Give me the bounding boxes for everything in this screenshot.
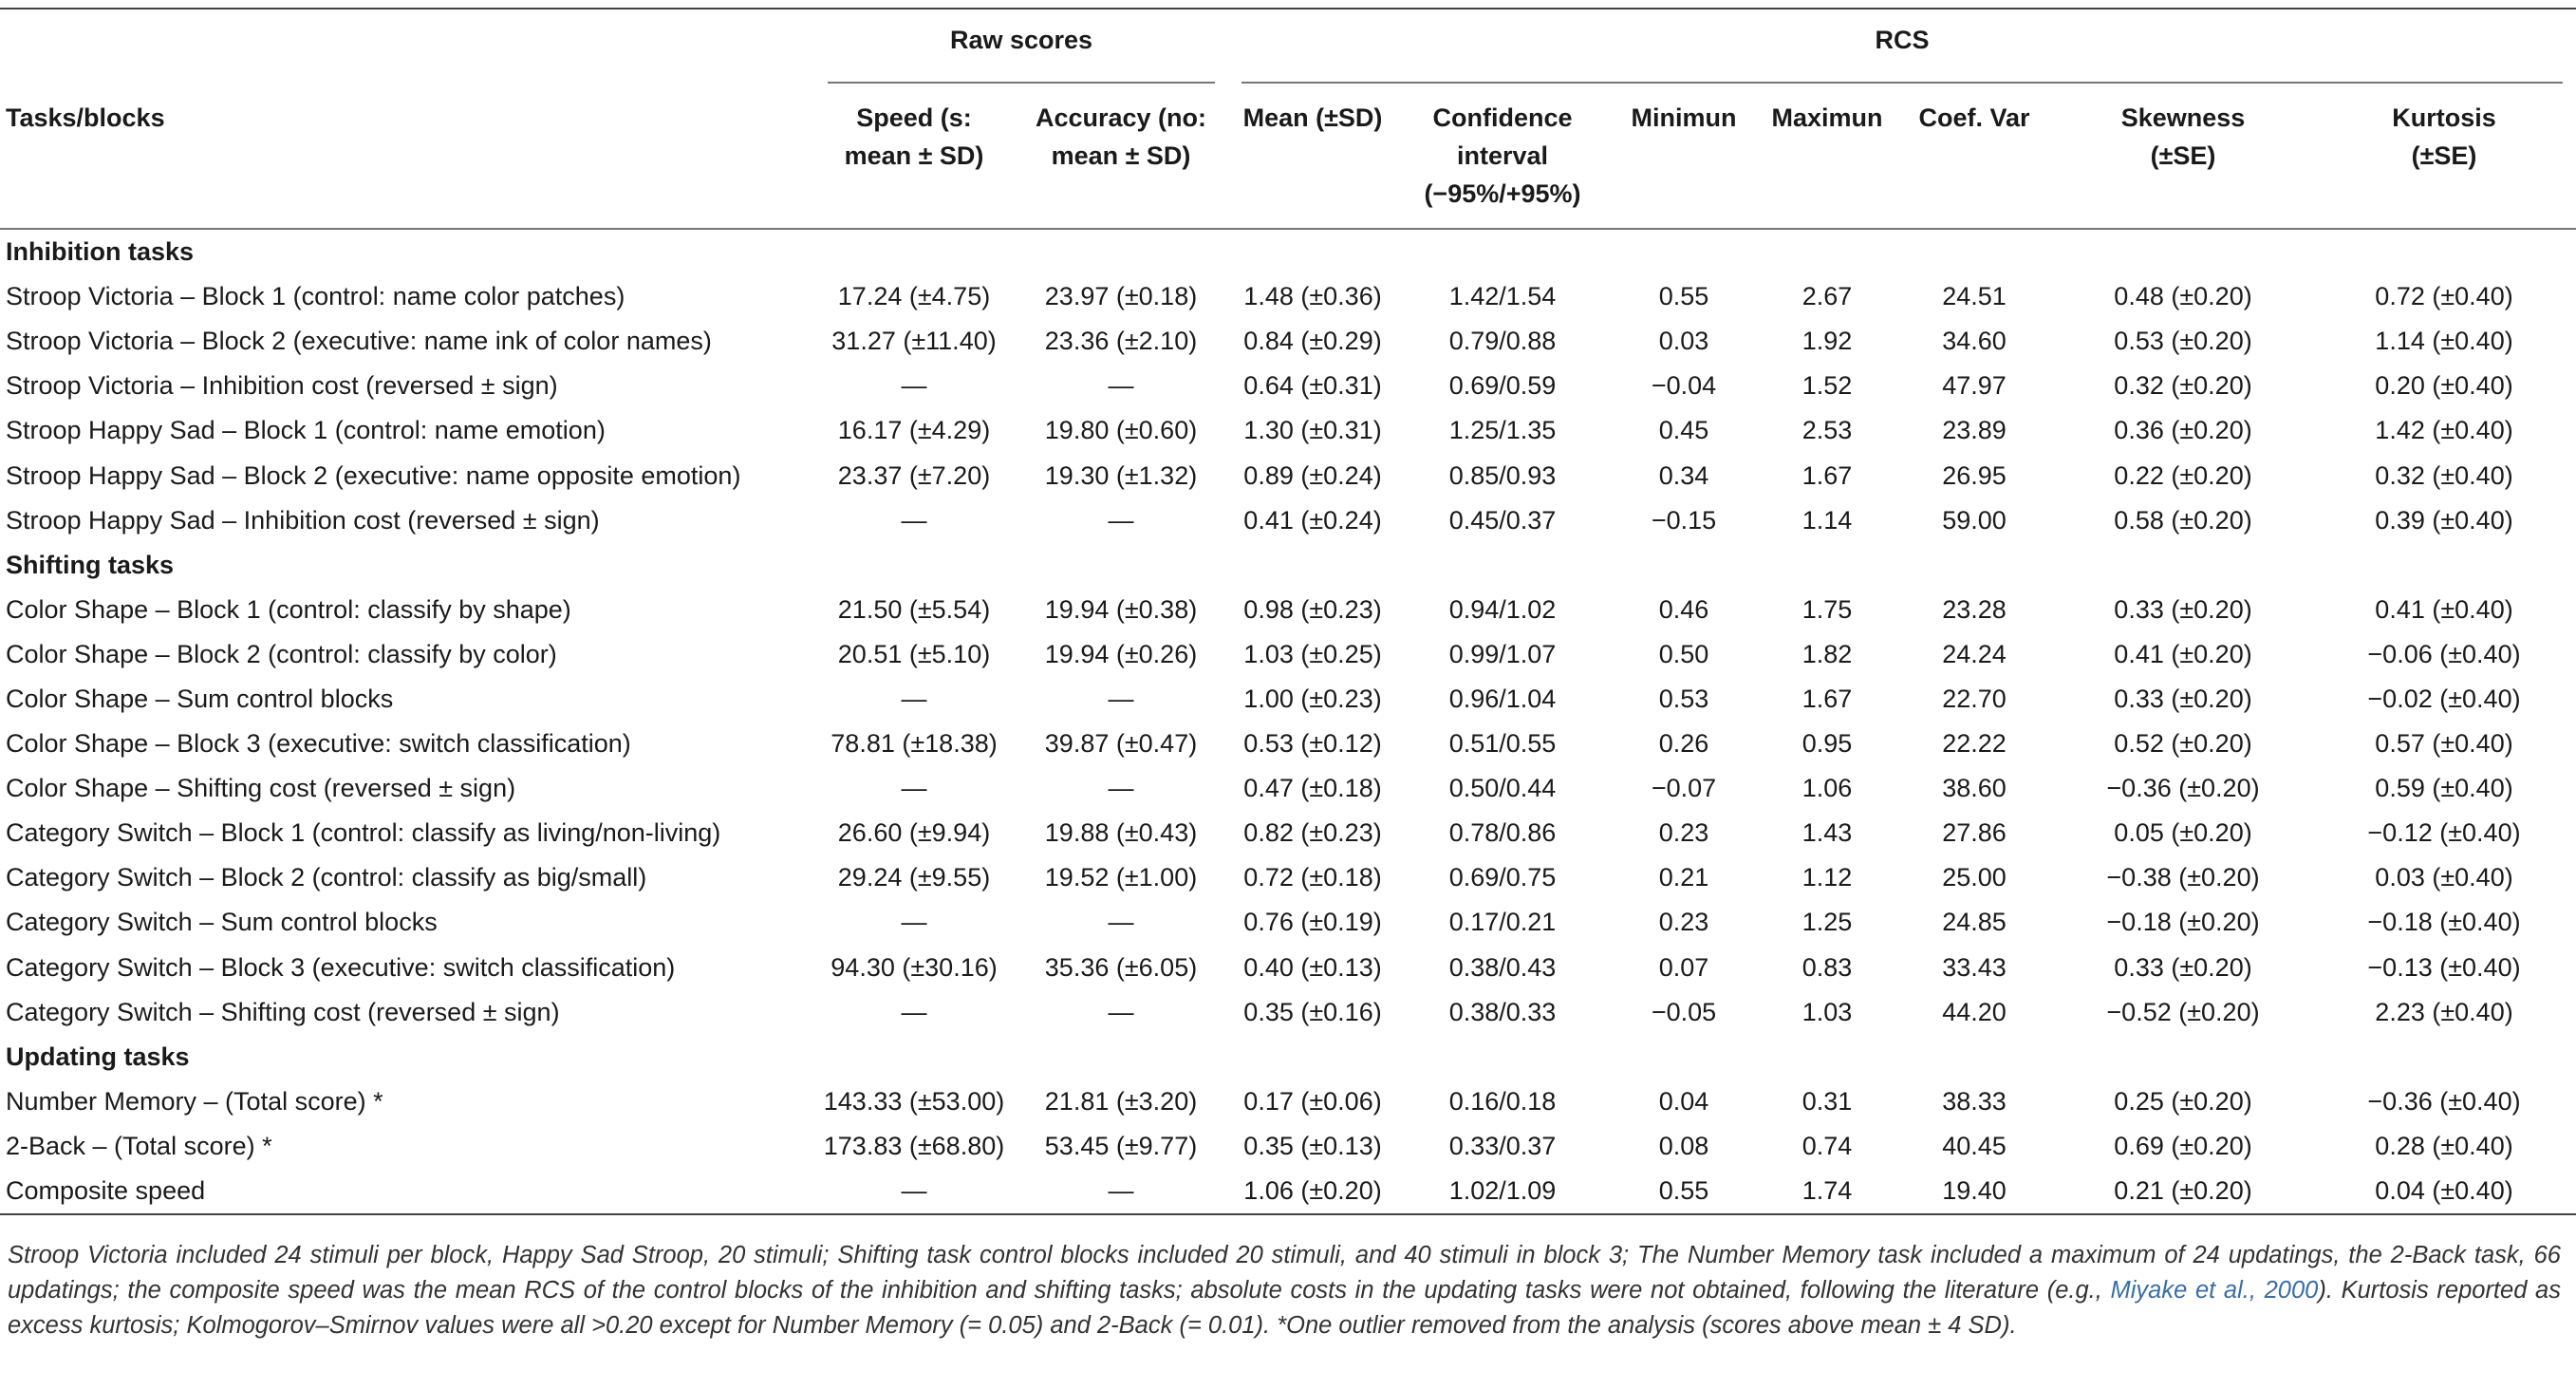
- table-row: [0, 364, 2576, 408]
- cell-kurtosis: −0.06 (±0.40): [2367, 639, 2521, 668]
- cell-cv: 38.60: [1942, 774, 2007, 803]
- cell-speed: 29.24 (±9.55): [837, 863, 991, 892]
- cell-skewness: 0.33 (±0.20): [2114, 594, 2252, 624]
- cell-ci: 0.85/0.93: [1448, 460, 1557, 490]
- cell-accuracy: 19.52 (±1.00): [1044, 863, 1198, 892]
- cell-max: 1.43: [1801, 818, 1853, 848]
- cell-accuracy: —: [1014, 1169, 1228, 1214]
- cell-ci: 0.45/0.37: [1448, 505, 1557, 535]
- cell-ci: 0.16/0.18: [1448, 1086, 1557, 1116]
- cell-min: 0.23: [1658, 908, 1709, 937]
- cell-skewness: −0.36 (±0.20): [2106, 774, 2260, 803]
- table-row: [0, 990, 2576, 1035]
- cell-min: 0.45: [1658, 416, 1709, 445]
- cell-cv: 25.00: [1942, 863, 2007, 892]
- col-header-kurtosis: Kurtosis (±SE): [2312, 84, 2576, 229]
- cell-skewness: 0.48 (±0.20): [2114, 282, 2252, 311]
- cell-cv: 47.97: [1942, 371, 2007, 401]
- table-body: [0, 229, 2576, 1214]
- cell-kurtosis: −0.18 (±0.40): [2367, 908, 2521, 937]
- cell-accuracy: 23.97 (±0.18): [1044, 282, 1198, 311]
- cell-ci: 1.42/1.54: [1448, 282, 1557, 311]
- cell-ci: 0.17/0.21: [1448, 908, 1557, 937]
- table-row: [0, 677, 2576, 722]
- cell-min: 0.50: [1658, 639, 1709, 668]
- cell-kurtosis: 0.59 (±0.40): [2375, 774, 2513, 803]
- cell-kurtosis: 0.20 (±0.40): [2375, 371, 2513, 401]
- cell-mean: 0.41 (±0.24): [1243, 505, 1382, 535]
- footnote-citation-link[interactable]: Miyake et al., 2000: [2110, 1277, 2319, 1304]
- table-row: [0, 722, 2576, 766]
- col-header-skewness: Skewness (±SE): [2054, 84, 2312, 229]
- section-heading: Inhibition tasks: [6, 237, 195, 267]
- table-row: [0, 946, 2576, 990]
- cell-min: 0.07: [1658, 952, 1709, 982]
- cell-accuracy: —: [1108, 505, 1134, 535]
- col-header-max: Maximun: [1760, 84, 1895, 229]
- cell-kurtosis: 0.03 (±0.40): [2375, 863, 2513, 892]
- cell-skewness: 0.22 (±0.20): [2114, 460, 2252, 490]
- cell-max: 2.67: [1801, 282, 1853, 311]
- cell-mean: 0.35 (±0.16): [1243, 997, 1382, 1026]
- cell-mean: 0.82 (±0.23): [1243, 818, 1382, 848]
- table-row: [0, 453, 2576, 497]
- cell-ci: 0.50/0.44: [1448, 774, 1557, 803]
- cell-max: 1.12: [1801, 863, 1853, 892]
- cell-accuracy: —: [1108, 371, 1134, 401]
- cell-accuracy: 39.87 (±0.47): [1044, 729, 1198, 759]
- cell-min: −0.07: [1651, 774, 1717, 803]
- col-header-accuracy: Accuracy (no: mean ± SD): [1014, 84, 1228, 229]
- cell-task: Stroop Happy Sad – Block 1 (control: name emotion): [6, 416, 606, 445]
- cell-kurtosis: 0.39 (±0.40): [2375, 505, 2513, 535]
- col-header-min: Minimun: [1608, 84, 1760, 229]
- cell-mean: 0.47 (±0.18): [1243, 774, 1382, 803]
- cell-accuracy: 21.81 (±3.20): [1044, 1086, 1198, 1116]
- cell-min: 0.53: [1658, 684, 1709, 713]
- cell-accuracy: 53.45 (±9.77): [1044, 1131, 1198, 1160]
- cell-max: 0.83: [1801, 952, 1853, 982]
- footnote-text: Stroop Victoria included 24 stimuli per block, Happy Sad Stroop, 20 stimuli; Shifting task control blocks included 20 stimuli, and 40 stimuli in block 3; The Number Memory task included a maximum of 24 updatings, the 2-Back task, 66 updatings; the composite speed was the mean RCS of the control blocks of the inhibition and shifting tasks; absolute costs in the updating tasks were not obtained, following the literature (e.g.,: [8, 1242, 2561, 1304]
- cell-speed: 23.37 (±7.20): [837, 460, 991, 490]
- cell-mean: 1.00 (±0.23): [1243, 684, 1382, 713]
- cell-max: 1.52: [1801, 371, 1853, 401]
- cell-skewness: 0.58 (±0.20): [2114, 505, 2252, 535]
- cell-cv: 23.89: [1942, 416, 2007, 445]
- cell-max: 0.95: [1801, 729, 1853, 759]
- cell-cv: 24.85: [1942, 908, 2007, 937]
- cell-task: Color Shape – Block 3 (executive: switch classification): [6, 729, 631, 759]
- cell-max: 1.92: [1801, 327, 1853, 356]
- table-row: [0, 1124, 2576, 1169]
- table-row: [0, 811, 2576, 855]
- cell-speed: —: [901, 908, 927, 937]
- cell-max: 2.53: [1801, 416, 1853, 445]
- cell-accuracy: —: [1108, 684, 1134, 713]
- table-row: [0, 632, 2576, 677]
- cell-min: 0.55: [1658, 282, 1709, 311]
- cell-min: 0.04: [1658, 1086, 1709, 1116]
- cell-speed: —: [901, 684, 927, 713]
- cell-accuracy: 19.88 (±0.43): [1044, 818, 1198, 848]
- cell-kurtosis: −0.36 (±0.40): [2367, 1086, 2521, 1116]
- cell-skewness: 0.05 (±0.20): [2114, 818, 2252, 848]
- cell-skewness: −0.52 (±0.20): [2106, 997, 2260, 1026]
- cell-accuracy: 19.94 (±0.38): [1044, 594, 1198, 624]
- cell-speed: —: [901, 774, 927, 803]
- cell-speed: —: [901, 505, 927, 535]
- cell-mean: 0.84 (±0.29): [1243, 327, 1382, 356]
- cell-task: Category Switch – Block 3 (executive: switch classification): [6, 952, 676, 982]
- cell-accuracy: 35.36 (±6.05): [1044, 952, 1198, 982]
- cell-speed: 31.27 (±11.40): [831, 327, 997, 356]
- cell-task: Category Switch – Block 2 (control: classify as big/small): [6, 863, 647, 892]
- cell-cv: 27.86: [1942, 818, 2007, 848]
- cell-kurtosis: 0.72 (±0.40): [2375, 282, 2513, 311]
- cell-ci: 0.38/0.33: [1448, 997, 1557, 1026]
- table-row: [0, 1169, 2576, 1214]
- cell-cv: 33.43: [1942, 952, 2007, 982]
- cell-skewness: 0.41 (±0.20): [2114, 639, 2252, 668]
- cell-skewness: 0.33 (±0.20): [2114, 952, 2252, 982]
- table-row: [0, 766, 2576, 811]
- cell-cv: 23.28: [1942, 594, 2007, 624]
- cell-cv: 44.20: [1942, 997, 2007, 1026]
- cell-cv: 24.51: [1942, 282, 2007, 311]
- cell-min: 0.21: [1658, 863, 1709, 892]
- cell-cv: 22.22: [1942, 729, 2007, 759]
- cell-task: Color Shape – Shifting cost (reversed ± sign): [6, 774, 516, 803]
- cell-max: 0.74: [1801, 1131, 1853, 1160]
- cell-task: Color Shape – Block 1 (control: classify by shape): [6, 594, 571, 624]
- cell-skewness: 0.32 (±0.20): [2114, 371, 2252, 401]
- cell-accuracy: —: [1108, 774, 1134, 803]
- cell-min: 0.34: [1658, 460, 1709, 490]
- cell-accuracy: 23.36 (±2.10): [1044, 327, 1198, 356]
- cell-skewness: −0.38 (±0.20): [2106, 863, 2260, 892]
- cell-accuracy: 19.30 (±1.32): [1044, 460, 1198, 490]
- cell-max: 1.82: [1801, 639, 1853, 668]
- table-row: [0, 274, 2576, 319]
- cell-max: 0.31: [1801, 1086, 1853, 1116]
- cell-cv: 38.33: [1942, 1086, 2007, 1116]
- cell-mean: 0.89 (±0.24): [1243, 460, 1382, 490]
- cell-speed: 17.24 (±4.75): [837, 282, 991, 311]
- footnote-text-end: ). Kurtosis reported as excess kurtosis; Kolmogorov–Smirnov values were all >0.20 except for Number Memory (= 0.05) and 2-Back (= 0.01). *One outlier removed from the analysis (scores above mean ± 4 SD).: [8, 1277, 2561, 1339]
- cell-max: 1.67: [1801, 460, 1853, 490]
- cell-task: Category Switch – Block 1 (control: classify as living/non-living): [6, 818, 721, 848]
- col-header-task: Tasks/blocks: [0, 84, 814, 229]
- cell-skewness: 0.53 (±0.20): [2114, 327, 2252, 356]
- cell-task: 2-Back – (Total score) *: [6, 1131, 272, 1160]
- table-row: [0, 319, 2576, 364]
- cell-cv: 22.70: [1942, 684, 2007, 713]
- cell-speed: 16.17 (±4.29): [837, 416, 991, 445]
- section-heading: Updating tasks: [6, 1042, 190, 1071]
- cell-max: 1.74: [1760, 1169, 1895, 1214]
- cell-kurtosis: 2.23 (±0.40): [2375, 997, 2513, 1026]
- cell-speed: 21.50 (±5.54): [837, 594, 991, 624]
- cell-ci: 0.78/0.86: [1448, 818, 1557, 848]
- cell-skewness: 0.33 (±0.20): [2114, 684, 2252, 713]
- cell-speed: —: [814, 1169, 1014, 1214]
- cell-min: 0.08: [1658, 1131, 1709, 1160]
- cell-speed: 143.33 (±53.00): [823, 1086, 1005, 1116]
- results-table: [0, 8, 2576, 1215]
- cell-max: 1.14: [1801, 505, 1853, 535]
- table-footnote: [8, 1238, 2561, 1343]
- cell-skewness: 0.36 (±0.20): [2114, 416, 2252, 445]
- cell-min: 0.23: [1658, 818, 1709, 848]
- cell-ci: 0.69/0.75: [1448, 863, 1557, 892]
- cell-kurtosis: 1.14 (±0.40): [2375, 327, 2513, 356]
- cell-task: Color Shape – Sum control blocks: [6, 684, 394, 713]
- cell-cv: 59.00: [1942, 505, 2007, 535]
- table-row: [0, 1079, 2576, 1124]
- cell-task: Stroop Happy Sad – Block 2 (executive: name opposite emotion): [6, 460, 741, 490]
- cell-speed: 94.30 (±30.16): [831, 952, 998, 982]
- cell-skewness: −0.18 (±0.20): [2106, 908, 2260, 937]
- table-row: [0, 408, 2576, 453]
- col-header-ci: Confidence interval (−95%/+95%): [1397, 84, 1608, 229]
- cell-min: 0.55: [1608, 1169, 1760, 1214]
- section-row: [0, 543, 2576, 588]
- table-row: [0, 588, 2576, 632]
- cell-task: Composite speed: [0, 1169, 814, 1214]
- cell-mean: 1.06 (±0.20): [1228, 1169, 1397, 1214]
- cell-kurtosis: 0.57 (±0.40): [2375, 729, 2513, 759]
- cell-kurtosis: 0.41 (±0.40): [2375, 594, 2513, 624]
- cell-kurtosis: 1.42 (±0.40): [2375, 416, 2513, 445]
- cell-accuracy: —: [1108, 908, 1134, 937]
- cell-kurtosis: −0.13 (±0.40): [2367, 952, 2521, 982]
- cell-speed: 20.51 (±5.10): [837, 639, 991, 668]
- cell-ci: 0.99/1.07: [1448, 639, 1557, 668]
- table-row: [0, 900, 2576, 945]
- cell-max: 1.67: [1801, 684, 1853, 713]
- cell-kurtosis: 0.28 (±0.40): [2375, 1131, 2513, 1160]
- cell-mean: 0.98 (±0.23): [1243, 594, 1382, 624]
- cell-skewness: 0.52 (±0.20): [2114, 729, 2252, 759]
- cell-task: Category Switch – Sum control blocks: [6, 908, 438, 937]
- cell-task: Stroop Victoria – Inhibition cost (reversed ± sign): [6, 371, 558, 401]
- cell-mean: 0.53 (±0.12): [1243, 729, 1382, 759]
- cell-skewness: 0.21 (±0.20): [2054, 1169, 2312, 1214]
- cell-mean: 0.72 (±0.18): [1243, 863, 1382, 892]
- cell-ci: 0.33/0.37: [1448, 1131, 1557, 1160]
- cell-mean: 0.35 (±0.13): [1243, 1131, 1382, 1160]
- cell-min: 0.03: [1658, 327, 1709, 356]
- section-row: [0, 229, 2576, 274]
- cell-mean: 1.03 (±0.25): [1243, 639, 1382, 668]
- group-header-raw: Raw scores: [814, 9, 1228, 84]
- cell-ci: 0.96/1.04: [1448, 684, 1557, 713]
- cell-min: 0.46: [1658, 594, 1709, 624]
- cell-ci: 0.51/0.55: [1448, 729, 1557, 759]
- table-row: [0, 498, 2576, 543]
- cell-cv: 34.60: [1942, 327, 2007, 356]
- table-row: [0, 855, 2576, 900]
- cell-kurtosis: 0.04 (±0.40): [2312, 1169, 2576, 1214]
- cell-ci: 0.79/0.88: [1448, 327, 1557, 356]
- col-header-speed: Speed (s: mean ± SD): [814, 84, 1014, 229]
- cell-max: 1.75: [1801, 594, 1853, 624]
- cell-mean: 1.48 (±0.36): [1243, 282, 1382, 311]
- col-header-mean: Mean (±SD): [1228, 84, 1397, 229]
- cell-speed: 173.83 (±68.80): [823, 1131, 1005, 1160]
- cell-ci: 1.02/1.09: [1397, 1169, 1608, 1214]
- cell-task: Number Memory – (Total score) *: [6, 1086, 383, 1116]
- cell-mean: 0.40 (±0.13): [1243, 952, 1382, 982]
- table-header: [0, 9, 2576, 229]
- col-header-cv: Coef. Var: [1895, 84, 2054, 229]
- cell-min: 0.26: [1658, 729, 1709, 759]
- cell-min: −0.05: [1651, 997, 1717, 1026]
- section-row: [0, 1035, 2576, 1079]
- cell-ci: 0.94/1.02: [1448, 594, 1557, 624]
- cell-ci: 0.69/0.59: [1448, 371, 1557, 401]
- cell-mean: 0.17 (±0.06): [1243, 1086, 1382, 1116]
- cell-cv: 24.24: [1942, 639, 2007, 668]
- cell-max: 1.25: [1801, 908, 1853, 937]
- cell-max: 1.03: [1801, 997, 1853, 1026]
- cell-kurtosis: −0.02 (±0.40): [2367, 684, 2521, 713]
- cell-task: Stroop Victoria – Block 2 (executive: name ink of color names): [6, 327, 712, 356]
- cell-task: Category Switch – Shifting cost (reversed ± sign): [6, 997, 560, 1026]
- section-heading: Shifting tasks: [6, 550, 175, 579]
- cell-ci: 0.38/0.43: [1448, 952, 1557, 982]
- cell-task: Color Shape – Block 2 (control: classify by color): [6, 639, 557, 668]
- cell-mean: 0.76 (±0.19): [1243, 908, 1382, 937]
- cell-accuracy: 19.80 (±0.60): [1044, 416, 1198, 445]
- cell-cv: 26.95: [1942, 460, 2007, 490]
- cell-speed: —: [901, 371, 927, 401]
- cell-skewness: 0.25 (±0.20): [2114, 1086, 2252, 1116]
- cell-kurtosis: −0.12 (±0.40): [2367, 818, 2521, 848]
- cell-min: −0.04: [1651, 371, 1717, 401]
- cell-task: Stroop Victoria – Block 1 (control: name color patches): [6, 282, 625, 311]
- cell-accuracy: —: [1108, 997, 1134, 1026]
- cell-speed: 78.81 (±18.38): [831, 729, 998, 759]
- cell-skewness: 0.69 (±0.20): [2114, 1131, 2252, 1160]
- cell-ci: 1.25/1.35: [1448, 416, 1557, 445]
- cell-max: 1.06: [1801, 774, 1853, 803]
- cell-task: Stroop Happy Sad – Inhibition cost (reversed ± sign): [6, 505, 600, 535]
- cell-min: −0.15: [1651, 505, 1717, 535]
- cell-speed: —: [901, 997, 927, 1026]
- cell-cv: 40.45: [1942, 1131, 2007, 1160]
- cell-kurtosis: 0.32 (±0.40): [2375, 460, 2513, 490]
- cell-mean: 0.64 (±0.31): [1243, 371, 1382, 401]
- group-header-rcs: RCS: [1228, 9, 2576, 84]
- cell-cv: 19.40: [1895, 1169, 2054, 1214]
- cell-mean: 1.30 (±0.31): [1243, 416, 1382, 445]
- cell-accuracy: 19.94 (±0.26): [1044, 639, 1198, 668]
- cell-speed: 26.60 (±9.94): [837, 818, 991, 848]
